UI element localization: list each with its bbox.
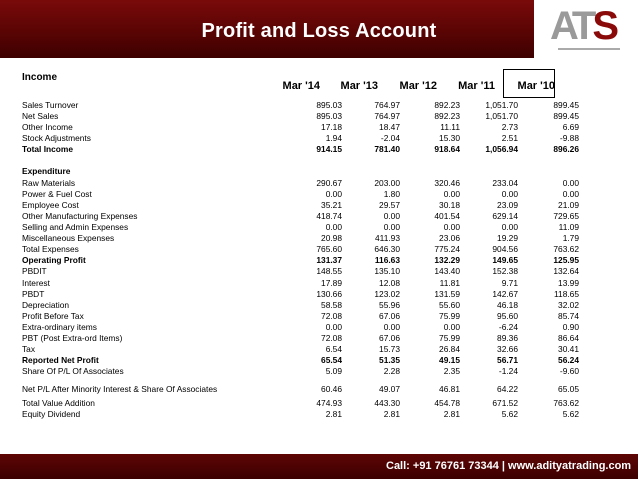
cell-value: 0.00 [443,322,460,332]
cell-value: 72.08 [321,333,342,343]
footer-bar [0,454,638,479]
table-row [22,409,579,420]
table-row [22,222,579,233]
cell-value: 401.54 [434,211,460,221]
row-label: Total Income [22,144,74,154]
column-header: Mar '11 [458,80,495,92]
cell-value: -6.24 [498,322,518,332]
cell-value: 6.54 [325,344,342,354]
logo-mark [550,4,615,49]
table-row [22,333,579,344]
cell-value: 0.00 [443,222,460,232]
cell-value: 55.96 [379,300,400,310]
cell-value: 0.00 [443,189,460,199]
row-label: PBDT [22,289,45,299]
cell-value: 6.69 [562,122,579,132]
cell-value: 26.84 [439,344,460,354]
cell-value: 474.93 [316,398,342,408]
cell-value: -9.60 [559,366,579,376]
cell-value: 904.56 [492,244,518,254]
cell-value: 89.36 [497,333,518,343]
cell-value: 775.24 [434,244,460,254]
table-row [22,344,579,355]
cell-value: 65.54 [321,355,342,365]
table-row [22,355,579,366]
cell-value: 5.62 [501,409,518,419]
cell-value: 132.64 [553,266,579,276]
cell-value: 233.04 [492,178,518,188]
table-row [22,278,579,289]
cell-value: 49.07 [379,384,400,394]
cell-value: 763.62 [553,244,579,254]
row-label: Employee Cost [22,200,79,210]
cell-value: 15.73 [379,344,400,354]
table-row [22,111,579,122]
table-row [22,100,579,111]
cell-value: 2.73 [501,122,518,132]
cell-value: 32.02 [558,300,579,310]
cell-value: 123.02 [374,289,400,299]
cell-value: 18.47 [379,122,400,132]
cell-value: 899.45 [553,111,579,121]
cell-value: 763.62 [553,398,579,408]
row-label: Interest [22,278,50,288]
cell-value: 21.09 [558,200,579,210]
ats-logo [534,0,638,58]
income-section-label: Income [22,72,58,83]
cell-value: 11.09 [558,222,579,232]
cell-value: 0.90 [562,322,579,332]
cell-value: 75.99 [439,311,460,321]
table-row [22,366,579,377]
cell-value: 85.74 [558,311,579,321]
page-title: Profit and Loss Account [201,20,437,42]
cell-value: 899.45 [553,100,579,110]
cell-value: 67.06 [379,333,400,343]
cell-value: 1,056.94 [485,144,518,154]
cell-value: 2.28 [383,366,400,376]
cell-value: 51.35 [379,355,400,365]
footer-contact: Call: +91 76761 73344 | www.adityatrading.com [386,460,632,472]
row-label: PBT (Post Extra-ord Items) [22,333,123,343]
cell-value: 0.00 [325,189,342,199]
cell-value: 629.14 [492,211,518,221]
cell-value: 290.67 [316,178,342,188]
cell-value: 764.97 [374,100,400,110]
cell-value: 411.93 [375,233,400,243]
cell-value: 454.78 [434,398,460,408]
cell-value: 149.65 [492,255,518,265]
cell-value: 914.15 [316,144,342,154]
cell-value: 29.57 [379,200,400,210]
cell-value: -2.04 [380,133,400,143]
expenditure-section-label: Expenditure [22,166,71,176]
cell-value: 67.06 [379,311,400,321]
table-row [22,189,579,200]
cell-value: 11.81 [439,278,460,288]
cell-value: 17.89 [321,278,342,288]
table-row [22,289,579,300]
cell-value: 0.00 [562,189,579,199]
table-row [22,178,579,189]
row-label: Raw Materials [22,178,76,188]
cell-value: 49.15 [439,355,460,365]
cell-value: 0.00 [383,211,400,221]
table-row [22,233,579,244]
cell-value: 143.40 [434,266,460,276]
cell-value: 895.03 [316,100,342,110]
cell-value: 646.30 [374,244,400,254]
cell-value: 132.29 [434,255,460,265]
row-label: Other Manufacturing Expenses [22,211,138,221]
cell-value: 1.94 [325,133,342,143]
cell-value: 0.00 [383,222,400,232]
logo-underline [558,48,620,50]
cell-value: 58.58 [321,300,342,310]
cell-value: 125.95 [553,255,579,265]
cell-value: 116.63 [374,255,400,265]
cell-value: 131.37 [316,255,342,265]
row-label: Net P/L After Minority Interest & Share Of Associates [22,384,218,394]
row-label: Net Sales [22,111,59,121]
cell-value: 1.79 [562,233,579,243]
cell-value: 781.40 [374,144,400,154]
cell-value: 35.21 [321,200,342,210]
cell-value: 46.81 [439,384,460,394]
cell-value: 1,051.70 [485,100,518,110]
cell-value: 896.26 [553,144,579,154]
cell-value: 17.18 [321,122,342,132]
cell-value: 130.66 [316,289,342,299]
cell-value: 0.00 [383,322,400,332]
row-label: Depreciation [22,300,70,310]
cell-value: 12.08 [379,278,400,288]
cell-value: -9.88 [559,133,579,143]
logo-mark-at: AT [550,4,593,48]
cell-value: 2.35 [443,366,460,376]
table-row [22,300,579,311]
cell-value: 148.55 [316,266,342,276]
cell-value: 443.30 [374,398,400,408]
cell-value: 418.74 [316,211,342,221]
cell-value: 1,051.70 [485,111,518,121]
cell-value: 0.00 [501,222,518,232]
cell-value: 0.00 [325,222,342,232]
cell-value: 13.99 [558,278,579,288]
table-row [22,311,579,322]
cell-value: 30.41 [558,344,579,354]
row-label: Total Expenses [22,244,79,254]
cell-value: 118.65 [554,289,579,299]
cell-value: 0.00 [325,322,342,332]
cell-value: 892.23 [434,100,460,110]
cell-value: 892.23 [434,111,460,121]
cell-value: 56.71 [497,355,518,365]
table-row [22,398,579,409]
cell-value: 72.08 [321,311,342,321]
row-label: Other Income [22,122,73,132]
row-label: Share Of P/L Of Associates [22,366,124,376]
table-row [22,133,579,144]
cell-value: 764.97 [374,111,400,121]
cell-value: 30.18 [439,200,460,210]
cell-value: 203.00 [374,178,400,188]
table-row [22,122,579,133]
cell-value: 0.00 [562,178,579,188]
cell-value: 320.46 [434,178,460,188]
cell-value: 23.06 [439,233,460,243]
cell-value: 95.60 [497,311,518,321]
cell-value: 19.29 [497,233,518,243]
cell-value: 75.99 [439,333,460,343]
table-row [22,211,579,222]
table-row [22,255,579,266]
cell-value: 5.62 [562,409,579,419]
cell-value: 11.11 [440,122,460,132]
table-row [22,244,579,255]
table-row [22,200,579,211]
row-label: Power & Fuel Cost [22,189,92,199]
table-row [22,144,579,155]
column-header: Mar '13 [340,80,378,92]
cell-value: 56.24 [558,355,579,365]
logo-mark-s: S [592,4,616,48]
cell-value: 65.05 [558,384,579,394]
cell-value: 46.18 [497,300,518,310]
table-row [22,322,579,333]
column-header: Mar '10 [517,80,555,92]
cell-value: 2.51 [501,133,518,143]
cell-value: 918.64 [434,144,460,154]
cell-value: 55.60 [439,300,460,310]
cell-value: 2.81 [383,409,400,419]
cell-value: 729.65 [553,211,579,221]
row-label: Total Value Addition [22,398,95,408]
cell-value: 765.60 [316,244,342,254]
table-row [22,266,579,277]
cell-value: 15.30 [439,133,460,143]
row-label: Reported Net Profit [22,355,99,365]
table-row [22,384,579,395]
cell-value: 9.71 [501,278,518,288]
cell-value: 86.64 [558,333,579,343]
cell-value: 671.52 [492,398,518,408]
row-label: Profit Before Tax [22,311,84,321]
cell-value: 2.81 [443,409,460,419]
cell-value: 131.59 [434,289,460,299]
cell-value: 152.38 [492,266,518,276]
cell-value: 2.81 [325,409,342,419]
cell-value: 23.09 [497,200,518,210]
row-label: Sales Turnover [22,100,79,110]
row-label: Equity Dividend [22,409,81,419]
row-label: Miscellaneous Expenses [22,233,115,243]
cell-value: 32.66 [497,344,518,354]
row-label: Operating Profit [22,255,86,265]
cell-value: 142.67 [492,289,518,299]
column-header: Mar '12 [399,80,437,92]
row-label: Stock Adjustments [22,133,91,143]
cell-value: 60.46 [321,384,342,394]
cell-value: 0.00 [501,189,518,199]
cell-value: 20.98 [321,233,342,243]
cell-value: 5.09 [325,366,342,376]
cell-value: 64.22 [497,384,518,394]
row-label: Selling and Admin Expenses [22,222,129,232]
cell-value: 895.03 [316,111,342,121]
row-label: Tax [22,344,36,354]
column-header: Mar '14 [282,80,320,92]
cell-value: 1.80 [383,189,400,199]
cell-value: -1.24 [498,366,518,376]
row-label: Extra-ordinary items [22,322,97,332]
cell-value: 135.10 [374,266,400,276]
row-label: PBDIT [22,266,47,276]
